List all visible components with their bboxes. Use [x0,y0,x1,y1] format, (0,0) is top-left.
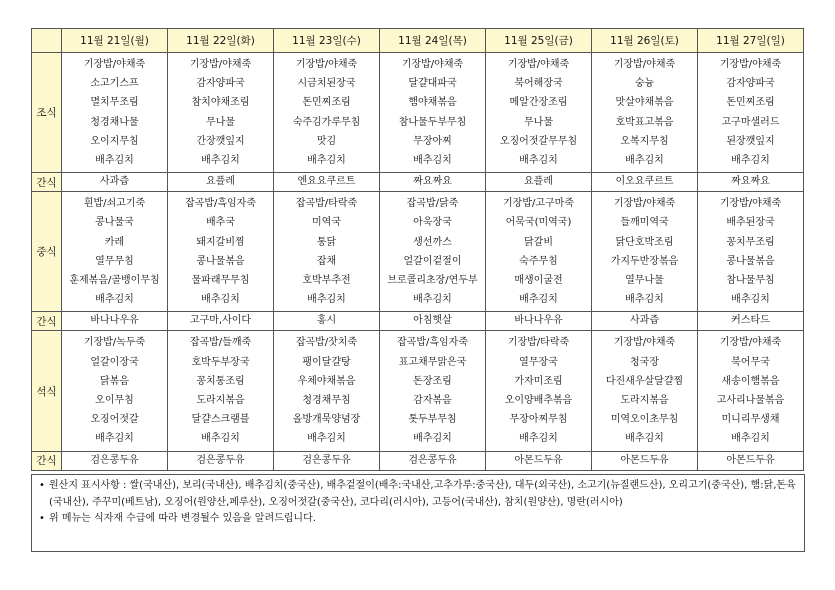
menu-item: 올방개묵양념장 [292,414,361,426]
menu-item: 배추김치 [307,155,346,167]
menu-item: 도라지볶음 [620,395,669,407]
menu-item: 고구마샐러드 [721,116,780,128]
menu-item: 아욱장국 [413,217,452,229]
snack-item: 바나나우유 [486,312,592,331]
menu-item: 톳두부무침 [408,414,457,426]
weekly-menu-table [31,28,804,471]
day-header-row [32,29,804,53]
menu-item: 열무장국 [519,356,558,368]
menu-item: 기장밥/야채죽 [613,198,676,210]
menu-item: 기장밥/타락죽 [507,337,570,349]
menu-item: 흰밥/쇠고기죽 [83,198,146,210]
menu-item: 배추김치 [625,155,664,167]
notes-box [31,474,805,552]
menu-item: 팽이달걀탕 [302,356,351,368]
menu-item: 배추김치 [307,294,346,306]
menu-item: 배추된장국 [726,217,775,229]
menu-item: 잡곡밥/닭죽 [406,198,459,210]
menu-item: 돼지갈비찜 [196,236,245,248]
menu-item: 배추김치 [201,433,240,445]
menu-item: 배추김치 [519,155,558,167]
menu-item: 열무나물 [625,275,664,287]
meal-row [32,192,804,312]
menu-item: 참나물두부무침 [398,116,467,128]
menu-item: 기장밥/야채죽 [83,59,146,70]
menu-item: 기장밥/야채죽 [401,59,464,70]
snack-item: 검은콩두유 [168,451,274,470]
menu-item: 오징어젓갈무무침 [499,135,578,147]
change-note-text: 위 메뉴는 식자재 수급에 따라 변경될수 있음을 알려드립니다. [49,513,316,524]
menu-item: 청경채나물 [90,116,139,128]
menu-item: 물파래무무침 [191,275,250,287]
menu-item: 기장밥/야채죽 [719,59,782,70]
menu-item: 맛살야채볶음 [615,97,674,109]
meal-label: 조식 [32,53,62,173]
origin-note-text: 원산지 표시사항 : 쌀(국내산), 보리(국내산), 배추김치(중국산), 배추겉절이(배추:국내산,고추가루:중국산), 대두(외국산), 소고기(뉴질랜드산), 오리고기(중국산), 햄:닭,돈육(국내산), 주꾸미(베트남), 오징어(원양산,페루산), 오징어젓갈(중국산), 코다리(러시아), 고등어(국내산), 참치(원양산), 명란(러시아) [49,480,796,508]
menu-cell [592,53,698,173]
snack-row [32,451,804,470]
menu-item: 북어무국 [731,356,770,368]
menu-item: 배추김치 [731,294,770,306]
menu-item: 참나물무침 [726,275,775,287]
menu-cell [274,192,380,312]
menu-item: 기장밥/야채죽 [295,59,358,70]
menu-cell [380,192,486,312]
menu-item: 기장밥/야채죽 [719,198,782,210]
snack-item: 요플레 [486,173,592,192]
bullet-icon: • [39,480,45,491]
menu-item: 기장밥/야채죽 [613,59,676,70]
menu-item: 기장밥/야채죽 [189,59,252,70]
menu-item: 감자양파국 [196,78,245,90]
menu-item: 배추김치 [625,294,664,306]
menu-item: 기장밥/야채죽 [719,337,782,349]
menu-item: 배추김치 [307,433,346,445]
menu-cell [168,53,274,173]
menu-cell [592,192,698,312]
meal-label: 간식 [32,173,62,192]
menu-item: 브로콜리초장/연두부 [387,275,478,287]
menu-cell [62,331,168,451]
menu-item: 호박부추전 [302,275,351,287]
menu-cell [380,53,486,173]
menu-item: 배추김치 [413,433,452,445]
meal-label: 석식 [32,331,62,451]
menu-item: 매생이굴전 [514,275,563,287]
menu-item: 달걀스크램블 [191,414,250,426]
menu-cell [486,53,592,173]
menu-cell [62,53,168,173]
menu-item: 잡곡밥/잣치죽 [295,337,358,349]
menu-item: 호박두부장국 [191,356,250,368]
menu-item: 열무무침 [95,255,134,267]
meal-label: 간식 [32,451,62,470]
menu-item: 들깨미역국 [620,217,669,229]
menu-cell [486,192,592,312]
menu-item: 콩나물볶음 [196,255,245,267]
menu-item: 된장깻잎지 [726,135,775,147]
snack-item: 아몬드두유 [486,451,592,470]
snack-item: 아몬드두유 [592,451,698,470]
day-header: 11월 23일(수) [274,29,380,53]
menu-item: 숙주무침 [519,255,558,267]
menu-item: 간장깻잎지 [196,135,245,147]
menu-item: 얼갈이장국 [90,356,139,368]
menu-item: 도라지볶음 [196,395,245,407]
menu-item: 콩나물볶음 [726,255,775,267]
menu-item: 감자볶음 [413,395,452,407]
menu-body [32,53,804,471]
menu-item: 기장밥/녹두죽 [83,337,146,349]
menu-item: 돈민찌조림 [726,97,775,109]
bullet-icon: • [39,513,45,524]
change-note [39,511,797,528]
snack-item: 검은콩두유 [62,451,168,470]
menu-item: 다진새우살달걀찜 [605,375,684,387]
menu-cell [698,192,804,312]
snack-row [32,312,804,331]
menu-item: 메알간장조림 [509,97,568,109]
menu-item: 꽁치무조림 [726,236,775,248]
menu-cell [698,331,804,451]
menu-item: 오이무침 [95,395,134,407]
menu-item: 무나물 [524,116,553,128]
menu-item: 어묵국(미역국) [505,217,572,229]
menu-cell [698,53,804,173]
origin-note [39,478,797,511]
menu-item: 북어해장국 [514,78,563,90]
snack-item: 아침햇살 [380,312,486,331]
menu-item: 청경채무침 [302,395,351,407]
snack-item: 짜요짜요 [698,173,804,192]
snack-item: 커스타드 [698,312,804,331]
day-header: 11월 25일(금) [486,29,592,53]
snack-item: 바나나우유 [62,312,168,331]
snack-item: 검은콩두유 [274,451,380,470]
menu-item: 배추김치 [413,155,452,167]
menu-item: 미역국 [312,217,341,229]
menu-cell [168,192,274,312]
menu-item: 돈장조림 [413,375,452,387]
menu-item: 배추김치 [519,433,558,445]
snack-item: 사과즙 [62,173,168,192]
menu-item: 숭늉 [634,78,655,90]
menu-item: 오이지무침 [90,135,139,147]
snack-item: 엔요요쿠르트 [274,173,380,192]
menu-item: 멸치무조림 [90,97,139,109]
snack-item: 짜요짜요 [380,173,486,192]
menu-cell [168,331,274,451]
corner-cell [32,29,62,53]
menu-item: 배추김치 [731,433,770,445]
menu-item: 콩나물국 [95,217,134,229]
menu-item: 배추김치 [95,433,134,445]
menu-cell [380,331,486,451]
menu-cell [592,331,698,451]
menu-item: 햄야채볶음 [408,97,457,109]
menu-item: 가지두반장볶음 [610,255,679,267]
menu-item: 얼갈이겉절이 [403,255,462,267]
menu-item: 배추김치 [201,155,240,167]
menu-item: 호박표고볶음 [615,116,674,128]
menu-item: 배추김치 [519,294,558,306]
menu-item: 생선까스 [413,236,452,248]
menu-item: 잡곡밥/들깨죽 [189,337,252,349]
menu-item: 달걀대파국 [408,78,457,90]
menu-item: 카레 [104,236,125,248]
day-header: 11월 22일(화) [168,29,274,53]
menu-item: 미역오이초무침 [610,414,679,426]
menu-item: 배추국 [206,217,235,229]
menu-item: 무나물 [206,116,235,128]
menu-item: 배추김치 [95,294,134,306]
menu-item: 잡곡밥/흑임자죽 [397,337,468,349]
menu-item: 잡채 [316,255,337,267]
menu-cell [274,53,380,173]
menu-item: 돈민찌조림 [302,97,351,109]
menu-item: 고사리나물볶음 [716,395,785,407]
snack-row [32,173,804,192]
meal-label: 간식 [32,312,62,331]
snack-item: 홍시 [274,312,380,331]
menu-item: 훈제볶음/골뱅이무침 [69,275,160,287]
menu-item: 잡곡밥/흑임자죽 [185,198,256,210]
menu-item: 오이양배추볶음 [504,395,573,407]
menu-item: 새송이햄볶음 [721,375,780,387]
menu-item: 미니리무생채 [721,414,780,426]
snack-item: 이오요쿠르트 [592,173,698,192]
day-header: 11월 21일(월) [62,29,168,53]
menu-item: 꽁치통조림 [196,375,245,387]
menu-item: 오복지무침 [620,135,669,147]
menu-item: 배추김치 [95,155,134,167]
menu-cell [274,331,380,451]
menu-item: 표고채무맑은국 [398,356,467,368]
snack-item: 고구마,사이다 [168,312,274,331]
meal-row [32,53,804,173]
menu-item: 오징어젓갈 [90,414,139,426]
menu-item: 기장밥/야채죽 [613,337,676,349]
menu-item: 무장아찌 [413,135,452,147]
menu-item: 기장밥/야채죽 [507,59,570,70]
menu-item: 배추김치 [625,433,664,445]
snack-item: 아몬드두유 [698,451,804,470]
menu-item: 참치야채조림 [191,97,250,109]
menu-item: 소고기스프 [90,78,139,90]
menu-item: 배추김치 [413,294,452,306]
menu-item: 숙주김가루무침 [292,116,361,128]
menu-cell [486,331,592,451]
menu-item: 무장아찌무침 [509,414,568,426]
snack-item: 사과즙 [592,312,698,331]
day-header: 11월 26일(토) [592,29,698,53]
menu-item: 우체야채볶음 [297,375,356,387]
menu-item: 배추김치 [201,294,240,306]
menu-item: 가자미조림 [514,375,563,387]
day-header: 11월 24일(목) [380,29,486,53]
menu-cell [62,192,168,312]
menu-item: 통닭 [316,236,337,248]
menu-item: 감자양파국 [726,78,775,90]
menu-item: 배추김치 [731,155,770,167]
menu-item: 맛김 [316,135,337,147]
snack-item: 요플레 [168,173,274,192]
meal-row [32,331,804,451]
menu-item: 기장밥/고구마죽 [503,198,574,210]
snack-item: 검은콩두유 [380,451,486,470]
menu-item: 닭볶음 [100,375,129,387]
menu-item: 닭갈비 [524,236,553,248]
day-header: 11월 27일(일) [698,29,804,53]
menu-item: 닭단호박조림 [615,236,674,248]
menu-item: 시금치된장국 [297,78,356,90]
menu-item: 잡곡밥/타락죽 [295,198,358,210]
meal-label: 중식 [32,192,62,312]
menu-item: 청국장 [630,356,659,368]
